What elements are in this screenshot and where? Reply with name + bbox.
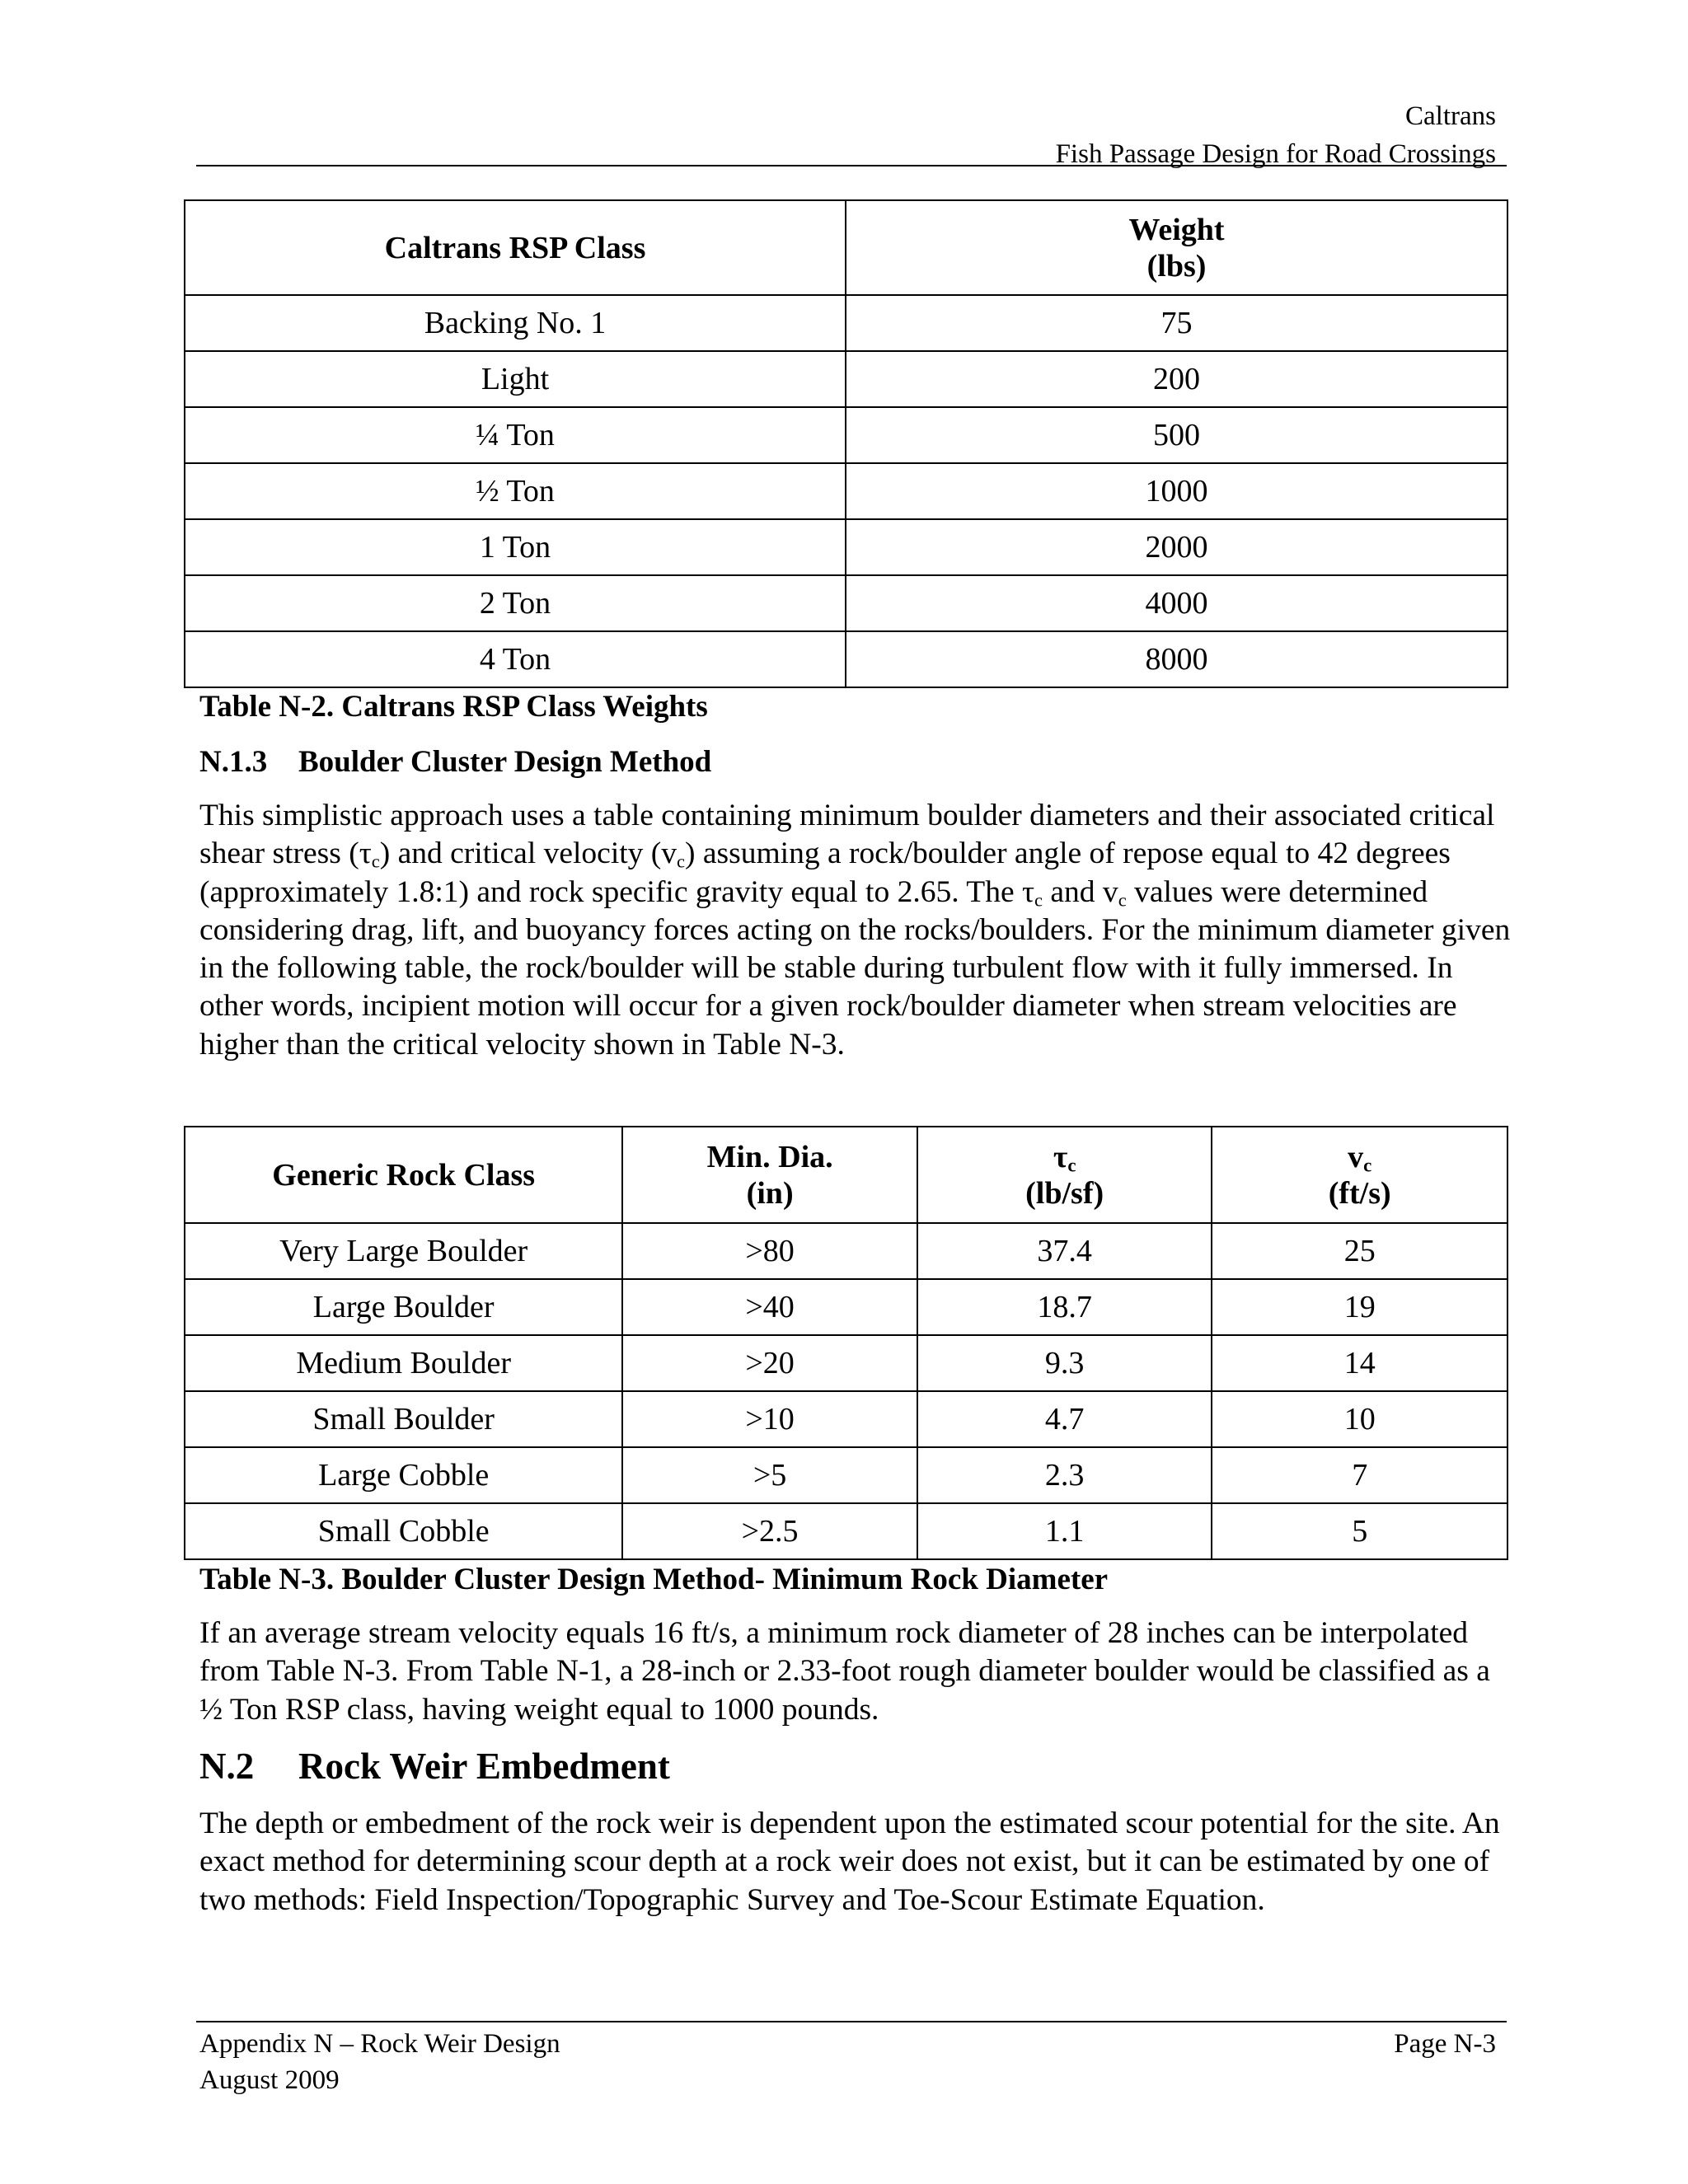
table-cell-dia: >10 bbox=[622, 1391, 917, 1447]
table-row bbox=[185, 1503, 1507, 1559]
table-cell-dia: >20 bbox=[622, 1335, 917, 1391]
table-header-row bbox=[185, 200, 1507, 295]
column-header-shear-stress: $\tau_c$ (lb/sf) bbox=[917, 1127, 1212, 1223]
table-cell-weight: 200 bbox=[846, 351, 1507, 407]
section-heading bbox=[199, 1743, 670, 1789]
paragraph: The depth or embedment of the rock weir is dependent upon the estimated scour potential for the site. An exact method for determining scour depth at a rock weir does not exist, but it can be estimated by one of two methods: Field Inspection/Topographic Survey and Toe-Scour Estimate Equation. bbox=[199, 1807, 1500, 1917]
footer-rule bbox=[196, 2021, 1507, 2022]
table-cell-v: 25 bbox=[1212, 1223, 1507, 1279]
table-cell-weight: 500 bbox=[846, 407, 1507, 463]
table-row bbox=[185, 631, 1507, 687]
subsection-number: N.1.3 bbox=[199, 745, 268, 779]
table-cell-class: Small Boulder bbox=[185, 1391, 622, 1447]
table-cell-v: 19 bbox=[1212, 1279, 1507, 1335]
table-cell-class: Light bbox=[185, 351, 846, 407]
column-header-weight: Weight (lbs) bbox=[846, 200, 1507, 295]
table-cell-v: 10 bbox=[1212, 1391, 1507, 1447]
table-row bbox=[185, 1279, 1507, 1335]
table-cell-v: 14 bbox=[1212, 1335, 1507, 1391]
boulder-cluster-table bbox=[184, 1126, 1508, 1560]
table-cell-class: Backing No. 1 bbox=[185, 295, 846, 351]
table-row bbox=[185, 1447, 1507, 1503]
table-caption: Table N-3. Boulder Cluster Design Method- Minimum Rock Diameter bbox=[199, 1563, 1109, 1596]
table-cell-dia: >2.5 bbox=[622, 1503, 917, 1559]
table-cell-weight: 8000 bbox=[846, 631, 1507, 687]
running-footer-left bbox=[199, 2026, 560, 2098]
table-row bbox=[185, 351, 1507, 407]
column-header-velocity: $v_c$ (ft/s) bbox=[1212, 1127, 1507, 1223]
table-cell-class: Large Cobble bbox=[185, 1447, 622, 1503]
subsection-heading bbox=[199, 744, 711, 780]
table-cell-tau: 9.3 bbox=[917, 1335, 1212, 1391]
running-header bbox=[1056, 97, 1496, 173]
table-row bbox=[185, 519, 1507, 575]
table-cell-class: ½ Ton bbox=[185, 463, 846, 519]
table-cell-dia: >80 bbox=[622, 1223, 917, 1279]
table-cell-tau: 2.3 bbox=[917, 1447, 1212, 1503]
rsp-class-weights-table bbox=[184, 199, 1508, 688]
table-cell-class: Large Boulder bbox=[185, 1279, 622, 1335]
table-header-row bbox=[185, 1127, 1507, 1223]
table-cell-tau: 18.7 bbox=[917, 1279, 1212, 1335]
table-cell-class: 4 Ton bbox=[185, 631, 846, 687]
header-org: Caltrans bbox=[1405, 101, 1496, 131]
paragraph: This simplistic approach uses a table containing minimum boulder diameters and their associated critical shear stress $(\tau_c)$ and critical velocity $(v_c)$ assuming a rock/boulder angle of repose equal to 42 degrees (approximately 1.8:1) and rock specific gravity equal to 2.65. The $\tau_c$ and $v_c$ values were determined considering drag, lift, and buoyancy forces acting on the rocks/boulders. For the minimum diameter given in the following table, the rock/boulder will be stable during turbulent flow with it fully immersed. In other words, incipient motion will occur for a given rock/boulder diameter when stream velocities are higher than the critical velocity shown in Table N-3. bbox=[199, 799, 1511, 1062]
table-row bbox=[185, 575, 1507, 631]
page-number: Page N-3 bbox=[1394, 2029, 1496, 2059]
table-row bbox=[185, 463, 1507, 519]
subsection-title: Boulder Cluster Design Method bbox=[298, 745, 712, 779]
table-row bbox=[185, 1391, 1507, 1447]
table-cell-tau: 1.1 bbox=[917, 1503, 1212, 1559]
header-rule bbox=[196, 165, 1507, 166]
section-title: Rock Weir Embedment bbox=[298, 1746, 670, 1787]
footer-date: August 2009 bbox=[199, 2065, 340, 2095]
table-cell-class: ¼ Ton bbox=[185, 407, 846, 463]
table-cell-weight: 4000 bbox=[846, 575, 1507, 631]
table-row bbox=[185, 407, 1507, 463]
table-row bbox=[185, 1335, 1507, 1391]
table-cell-class: 2 Ton bbox=[185, 575, 846, 631]
table-cell-class: 1 Ton bbox=[185, 519, 846, 575]
header-doc-title: Fish Passage Design for Road Crossings bbox=[1055, 139, 1496, 169]
column-header-rsp-class: Caltrans RSP Class bbox=[185, 200, 846, 295]
table-cell-weight: 75 bbox=[846, 295, 1507, 351]
column-header-min-dia: Min. Dia. (in) bbox=[622, 1127, 917, 1223]
footer-appendix: Appendix N – Rock Weir Design bbox=[199, 2029, 560, 2059]
table-cell-tau: 4.7 bbox=[917, 1391, 1212, 1447]
table-caption: Table N-2. Caltrans RSP Class Weights bbox=[199, 690, 708, 724]
table-cell-class: Small Cobble bbox=[185, 1503, 622, 1559]
table-cell-dia: >5 bbox=[622, 1447, 917, 1503]
table-cell-weight: 2000 bbox=[846, 519, 1507, 575]
table-cell-weight: 1000 bbox=[846, 463, 1507, 519]
paragraph: If an average stream velocity equals 16 ft/s, a minimum rock diameter of 28 inches can be interpolated from Table N-3. From Table N-1, a 28-inch or 2.33-foot rough diameter boulder would be classified as a ½ Ton RSP class, having weight equal to 1000 pounds. bbox=[199, 1616, 1490, 1727]
table-cell-v: 5 bbox=[1212, 1503, 1507, 1559]
table-cell-class: Medium Boulder bbox=[185, 1335, 622, 1391]
table-cell-dia: >40 bbox=[622, 1279, 917, 1335]
table-row bbox=[185, 1223, 1507, 1279]
table-row bbox=[185, 295, 1507, 351]
section-number: N.2 bbox=[199, 1746, 255, 1787]
table-cell-tau: 37.4 bbox=[917, 1223, 1212, 1279]
column-header-rock-class: Generic Rock Class bbox=[185, 1127, 622, 1223]
table-cell-v: 7 bbox=[1212, 1447, 1507, 1503]
table-cell-class: Very Large Boulder bbox=[185, 1223, 622, 1279]
